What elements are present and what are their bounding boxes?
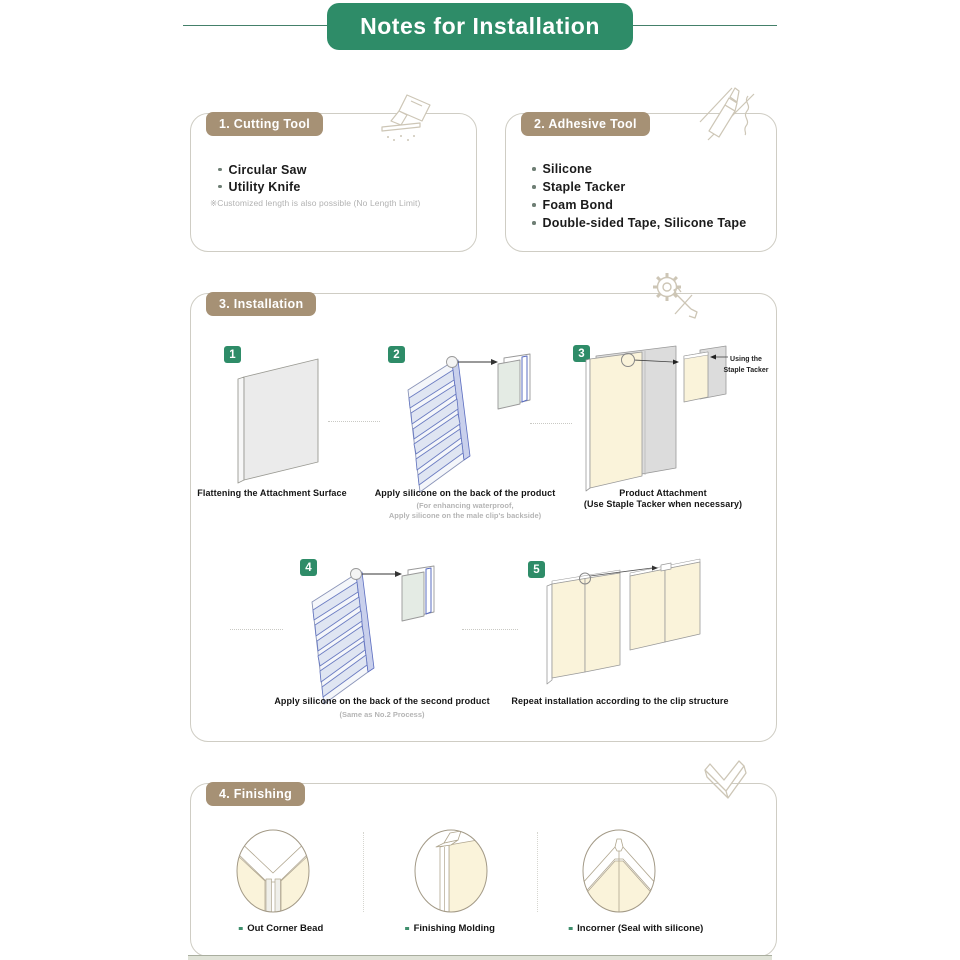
item-label: Out Corner Bead — [247, 923, 324, 934]
step3-caption: Product Attachment — [619, 488, 707, 498]
finishing-item — [405, 923, 495, 934]
corner-profile-icon — [703, 760, 753, 808]
item-label: Staple Tacker — [542, 180, 626, 194]
step-badge-2: 2 — [388, 346, 405, 363]
silicone-gun-icon — [696, 86, 760, 144]
finishing-item — [239, 923, 324, 934]
installation-label: 3. Installation — [206, 292, 316, 316]
gear-wrench-icon — [646, 268, 700, 322]
annotation-line: Using the — [730, 356, 762, 363]
list-item — [532, 160, 746, 178]
bullet-dot — [218, 168, 222, 172]
utility-knife-icon — [376, 92, 436, 144]
dotted-separator — [363, 832, 364, 912]
incorner-diagram — [581, 829, 657, 913]
step3-annotation — [719, 355, 773, 377]
item-label: Silicone — [542, 162, 593, 176]
step5-diagram — [535, 556, 745, 691]
list-item — [532, 196, 746, 214]
step2-subcaption: (For enhancing waterproof, — [416, 501, 514, 510]
cutting-tool-label: 1. Cutting Tool — [206, 112, 323, 136]
bullet-dot — [569, 927, 573, 931]
step4-subcaption: (Same as No.2 Process) — [339, 710, 425, 719]
item-label: Finishing Molding — [413, 923, 495, 934]
dotted-separator — [328, 421, 380, 422]
step2-diagram — [392, 348, 542, 493]
step-badge-3: 3 — [573, 345, 590, 362]
step5-caption: Repeat installation according to the clip structure — [511, 696, 729, 706]
adhesive-tool-label: 2. Adhesive Tool — [521, 112, 650, 136]
page-title: Notes for Installation — [327, 3, 633, 50]
item-label: Foam Bond — [542, 198, 614, 212]
bullet-dot — [239, 927, 243, 931]
out-corner-bead-diagram — [235, 829, 311, 913]
bullet-dot — [532, 203, 536, 207]
step3-diagram — [582, 340, 732, 498]
dotted-separator — [537, 832, 538, 912]
item-label: Utility Knife — [228, 179, 301, 194]
item-label: Double-sided Tape, Silicone Tape — [542, 216, 747, 230]
bottom-cutoff-strip — [188, 955, 772, 960]
step-badge-5: 5 — [528, 561, 545, 578]
item-label: Circular Saw — [228, 162, 307, 177]
bullet-dot — [532, 167, 536, 171]
dotted-separator — [230, 629, 283, 630]
step2-caption: Apply silicone on the back of the product — [374, 488, 556, 498]
finishing-item — [569, 923, 704, 934]
step4-caption: Apply silicone on the back of the second product — [274, 696, 490, 706]
step1-caption: Flattening the Attachment Surface — [197, 488, 347, 498]
bullet-dot — [218, 185, 222, 189]
step1-diagram — [228, 350, 323, 485]
list-item — [218, 178, 307, 195]
step4-diagram — [296, 560, 446, 705]
step3-caption-line2: (Use Staple Tacker when necessary) — [583, 499, 743, 509]
bullet-dot — [532, 221, 536, 225]
step2-subcaption: Apply silicone on the male clip's backside) — [388, 511, 542, 520]
adhesive-items — [532, 160, 746, 232]
bullet-dot — [405, 927, 409, 931]
cutting-items — [218, 161, 307, 195]
finishing-molding-diagram — [413, 829, 489, 913]
item-label: Incorner (Seal with silicone) — [577, 923, 704, 934]
list-item — [532, 178, 746, 196]
cutting-note: ※Customized length is also possible (No Length Limit) — [210, 198, 421, 208]
step-badge-4: 4 — [300, 559, 317, 576]
dotted-separator — [462, 629, 518, 630]
list-item — [532, 214, 746, 232]
finishing-label: 4. Finishing — [206, 782, 305, 806]
step-badge-1: 1 — [224, 346, 241, 363]
dotted-separator — [530, 423, 572, 424]
bullet-dot — [532, 185, 536, 189]
list-item — [218, 161, 307, 178]
annotation-line: Staple Tacker — [723, 366, 769, 374]
